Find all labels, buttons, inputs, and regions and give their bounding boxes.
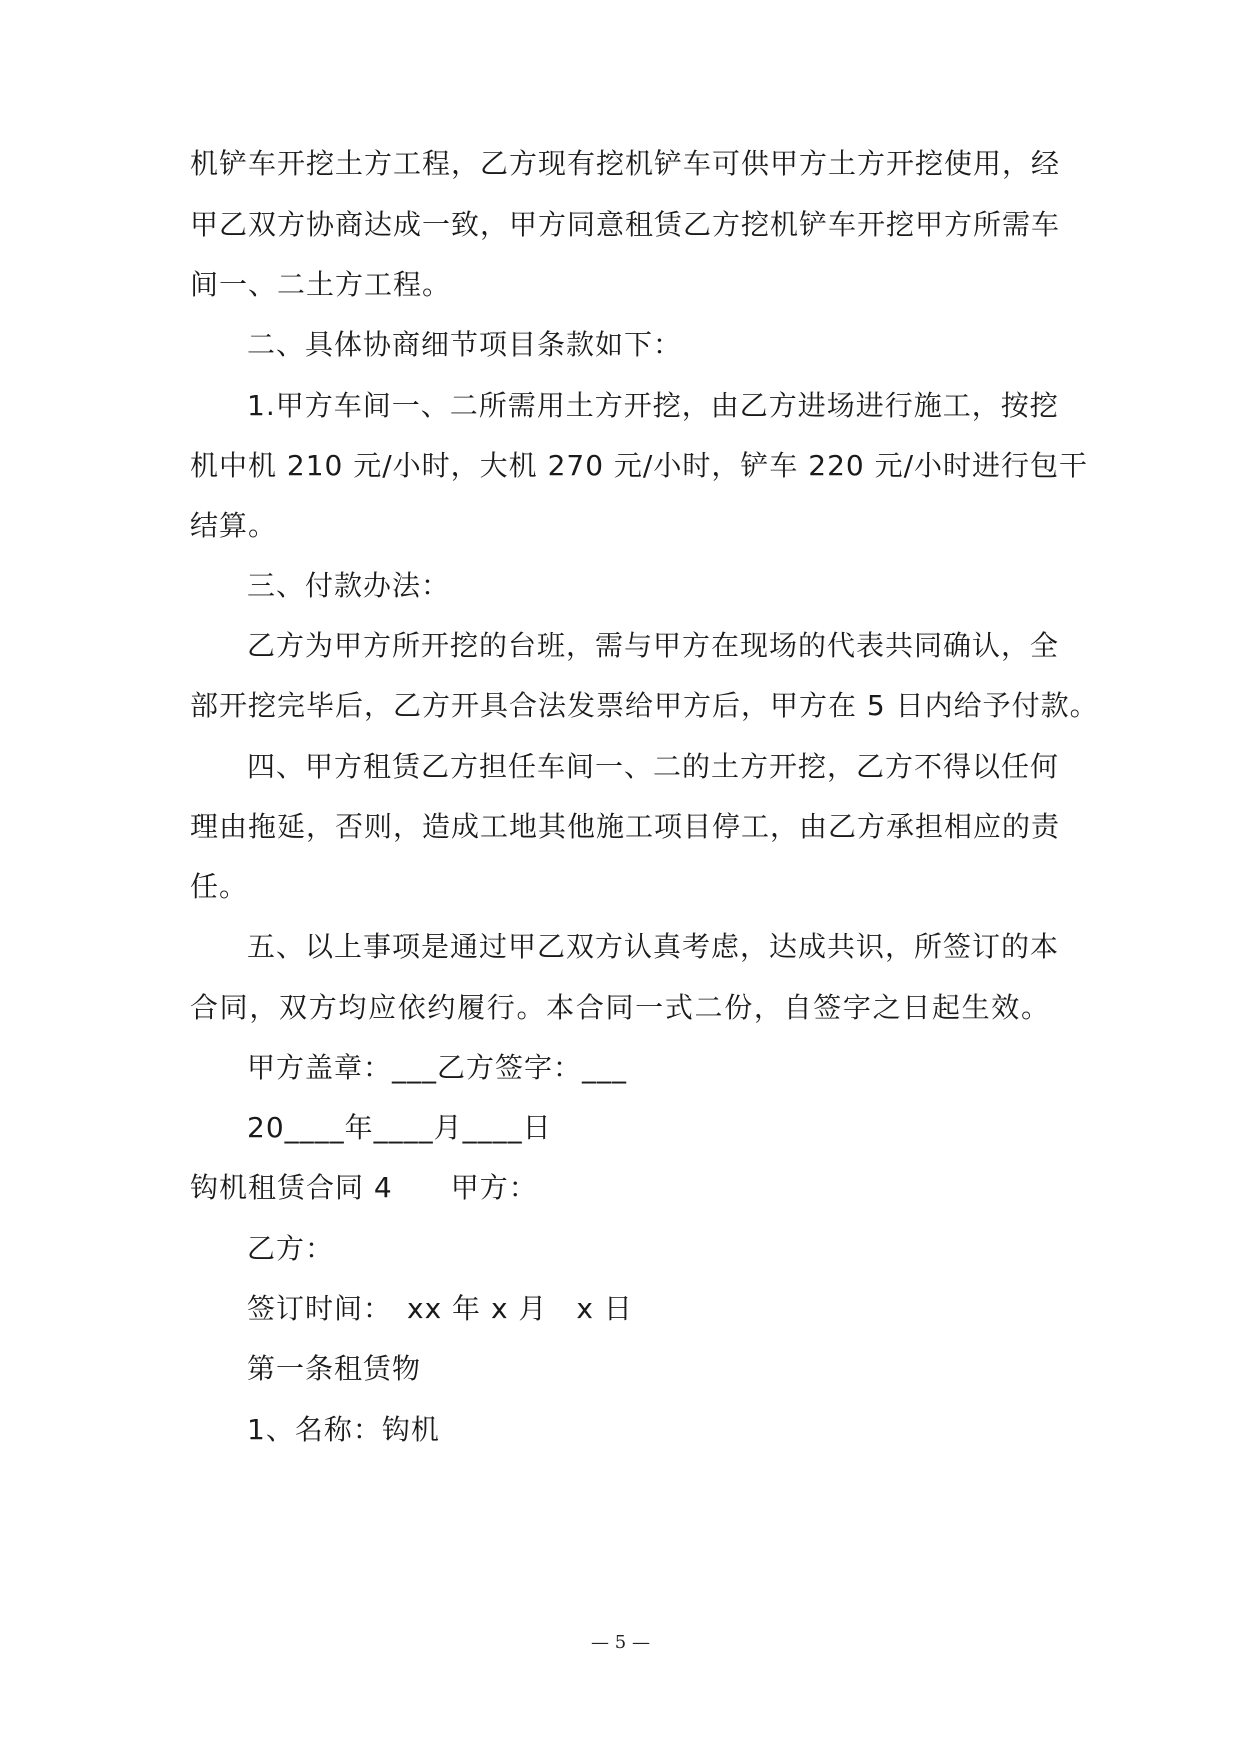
page-number: — 5 — [591, 1632, 650, 1653]
section-heading: 五、以上事项是通过甲乙双方认真考虑，达成共识，所签订的本 [247, 930, 1060, 963]
text-line: 1、名称：钩机 [247, 1413, 440, 1446]
contract-title: 钩机租赁合同 4 甲方： [190, 1171, 538, 1204]
party-b-line: 乙方： [247, 1232, 335, 1265]
signature-line: 甲方盖章：___乙方签字：___ [247, 1051, 628, 1084]
section-heading: 四、甲方租赁乙方担任车间一、二的土方开挖，乙方不得以任何 [247, 750, 1060, 783]
text-line: 间一、二土方工程。 [190, 268, 452, 301]
text-line: 合同，双方均应依约履行。本合同一式二份，自签字之日起生效。 [190, 991, 1050, 1024]
text-line: 乙方为甲方所开挖的台班，需与甲方在现场的代表共同确认，全 [247, 629, 1060, 662]
text-line: 甲乙双方协商达成一致，甲方同意租赁乙方挖机铲车开挖甲方所需车 [190, 208, 1061, 241]
section-heading: 二、具体协商细节项目条款如下： [247, 328, 683, 361]
text-line: 结算。 [190, 509, 278, 542]
text-line: 任。 [190, 870, 249, 903]
text-line: 机中机 210 元/小时，大机 270 元/小时，铲车 220 元/小时进行包干 [190, 449, 1089, 482]
section-heading: 三、付款办法： [247, 569, 451, 602]
signing-date-line: 签订时间： xx 年 x 月 x 日 [247, 1292, 633, 1325]
date-line: 20____年____月____日 [247, 1111, 552, 1144]
text-line: 理由拖延，否则，造成工地其他施工项目停工，由乙方承担相应的责 [190, 810, 1061, 843]
text-line: 机铲车开挖土方工程，乙方现有挖机铲车可供甲方土方开挖使用，经 [190, 147, 1061, 180]
text-line: 部开挖完毕后，乙方开具合法发票给甲方后，甲方在 5 日内给予付款。 [190, 689, 1099, 722]
article-heading: 第一条租赁物 [247, 1352, 422, 1385]
text-line: 1.甲方车间一、二所需用土方开挖，由乙方进场进行施工，按挖 [247, 389, 1059, 422]
